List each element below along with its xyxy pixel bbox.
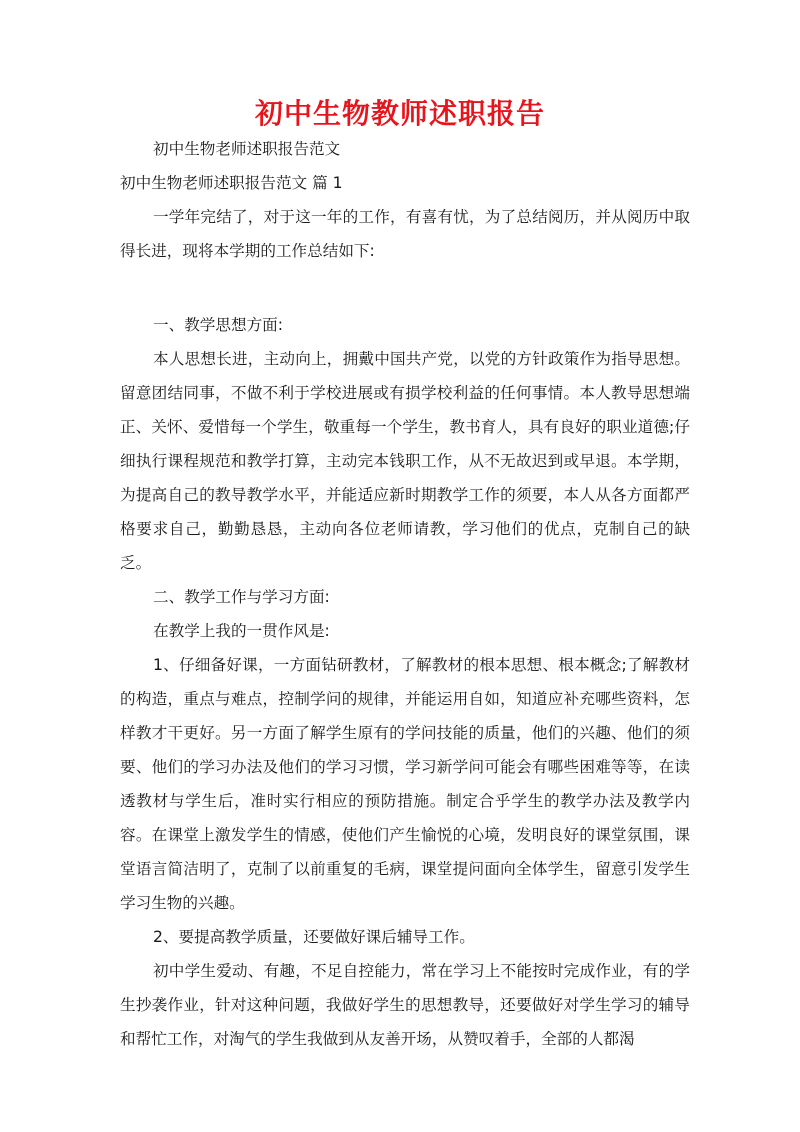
paragraph-after-class-tutoring: 2、要提高教学质量，还要做好课后辅导工作。	[153, 928, 475, 946]
paragraph-teaching-thought: 本人思想长进，主动向上，拥戴中国共产党，以党的方针政策作为指导思想。留意团结同事，不做不利于学校进展或有损学校利益的任何事情。本人教导思想端正、关怀、爱惜每一个学生，敬重每一个学生，教书育人，具有良好的职业道德;仔细执行课程规范和教学打算，主动完本钱职工作，从不无故迟到或早退。本学期，为提高自己的教导教学水平，并能适应新时期教学工作的须要，本人从各方面都严格要求自己，勤勤恳恳，主动向各位老师请教，学习他们的优点，克制自己的缺乏。	[120, 350, 690, 572]
heading-teaching-work: 二、教学工作与学习方面:	[153, 588, 330, 606]
paragraph-teaching-style: 在教学上我的一贯作风是:	[153, 622, 330, 640]
document-body	[120, 132, 690, 1056]
heading-teaching-thought: 一、教学思想方面:	[153, 316, 284, 334]
blank-line	[120, 268, 690, 308]
intro-paragraph: 一学年完结了，对于这一年的工作，有喜有忧，为了总结阅历，并从阅历中取得长进，现将本学期的工作总结如下:	[120, 208, 690, 260]
subtitle-paragraph: 初中生物老师述职报告范文	[153, 140, 341, 158]
section-heading-paragraph: 初中生物老师述职报告范文 篇 1	[120, 174, 343, 192]
paragraph-lesson-preparation: 1、仔细备好课，一方面钻研教材，了解教材的根本思想、根本概念;了解教材的构造，重点与难点，控制学问的规律，并能运用自如，知道应补充哪些资料，怎样教才干更好。另一方面了解学生原有的学问技能的质量，他们的兴趣、他们的须要、他们的学习办法及他们的学习习惯，学习新学问可能会有哪些困难等等，在读透教材与学生后，准时实行相应的预防措施。制定合乎学生的教学办法及教学内容。在课堂上激发学生的情感，使他们产生愉悦的心境，发明良好的课堂氛围，课堂语言简洁明了，克制了以前重复的毛病，课堂提问面向全体学生，留意引发学生学习生物的兴趣。	[120, 656, 690, 912]
document-title: 初中生物教师述职报告	[254, 97, 545, 130]
paragraph-student-guidance: 初中学生爱动、有趣，不足自控能力，常在学习上不能按时完成作业，有的学生抄袭作业，针对这种问题，我做好学生的思想教导，还要做好对学生学习的辅导和帮忙工作，对淘气的学生我做到从友善开场，从赞叹着手，全部的人都渴	[120, 962, 690, 1048]
